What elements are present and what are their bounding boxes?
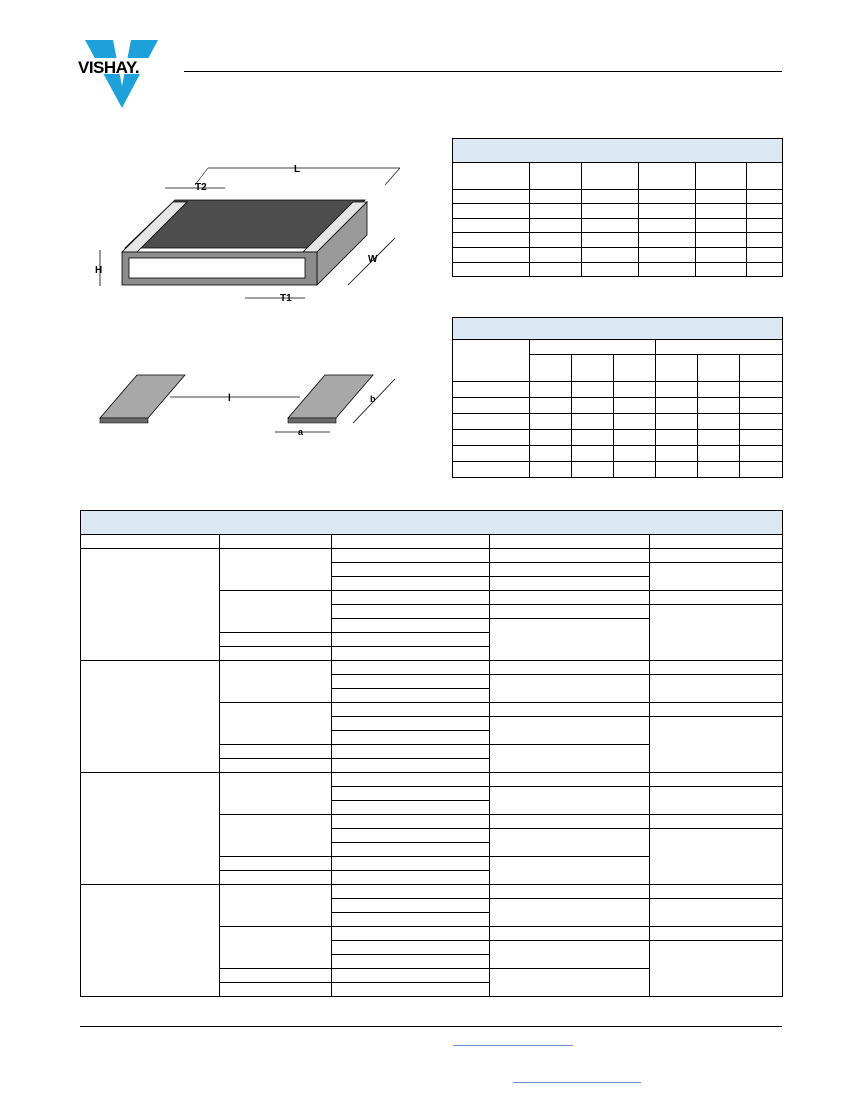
- dim-label-H: H: [95, 265, 103, 276]
- header-rule: [184, 71, 782, 72]
- resistor-dimension-drawing: [85, 160, 425, 310]
- dim-label-T2: T2: [195, 182, 207, 193]
- brand-name: VISHAY.: [78, 58, 140, 77]
- dim-label-a: a: [298, 427, 304, 437]
- specification-table: [80, 510, 783, 997]
- footer-link-underline[interactable]: [453, 1045, 573, 1046]
- dim-label-L: L: [294, 164, 301, 175]
- dim-label-T1: T1: [280, 293, 292, 304]
- footer-rule: [80, 1026, 782, 1027]
- dim-label-W: W: [368, 254, 378, 265]
- dim-label-l: l: [228, 393, 231, 404]
- solder-pad-table: [452, 317, 783, 478]
- dimensions-table: [452, 138, 783, 277]
- pad-layout-drawing: [85, 365, 425, 445]
- footer-link-underline[interactable]: [513, 1082, 641, 1083]
- dim-label-b: b: [370, 394, 376, 404]
